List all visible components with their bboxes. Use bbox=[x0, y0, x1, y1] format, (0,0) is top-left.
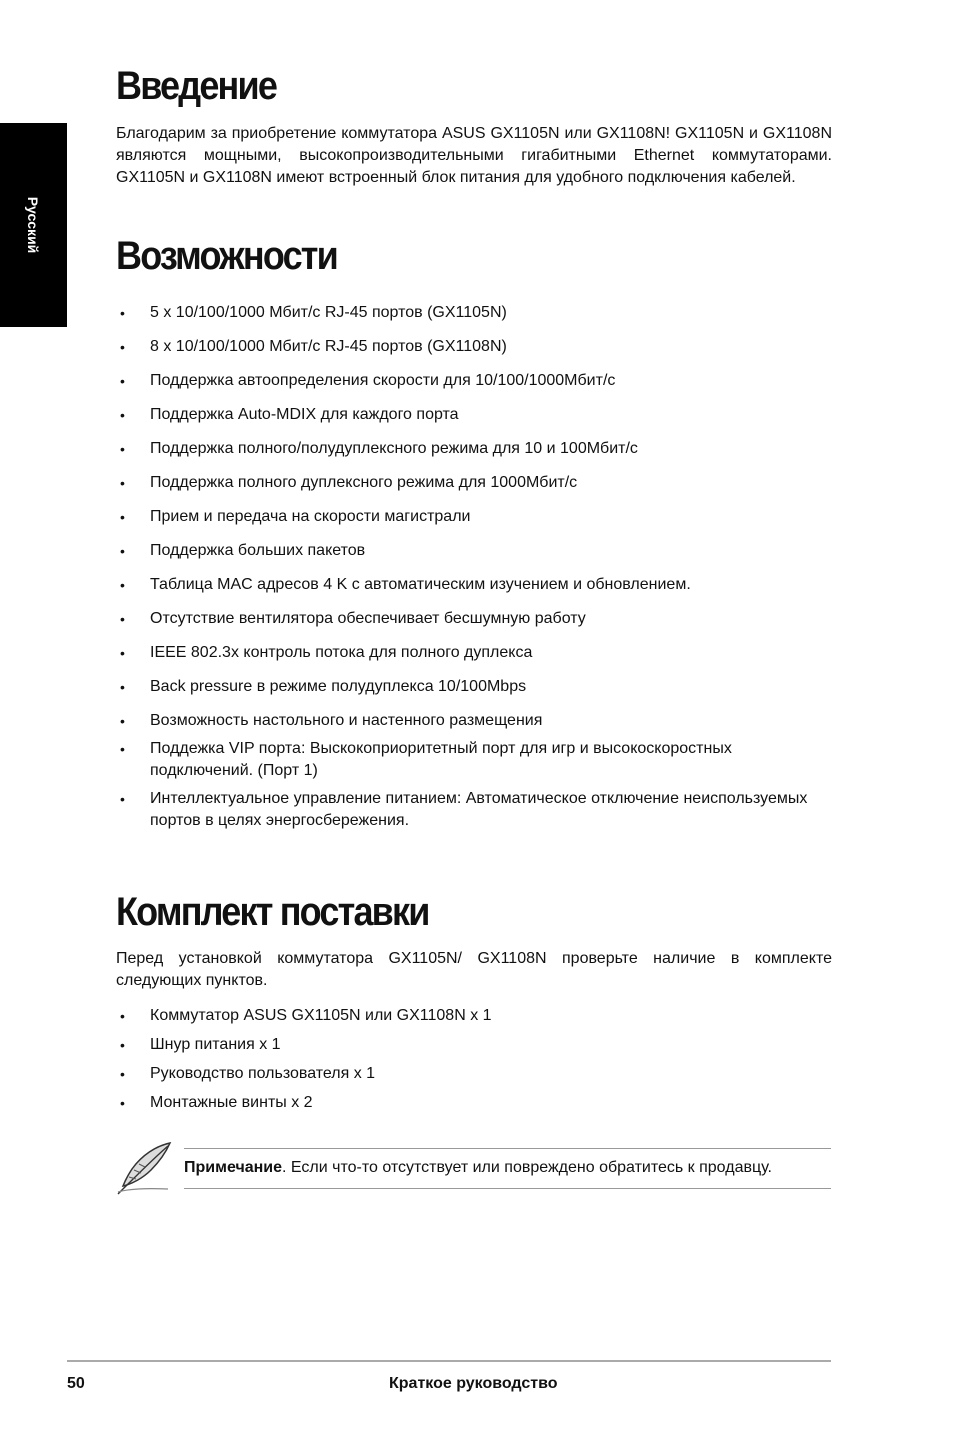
list-item: • Интеллектуальное управление питанием: Автоматическое отключение неиспользуемых портов в целях энергосбережения. bbox=[116, 788, 832, 832]
list-item: • 5 x 10/100/1000 Мбит/с RJ-45 портов (GX1105N) bbox=[116, 302, 832, 324]
list-item: • Back pressure в режиме полудуплекса 10/100Mbps bbox=[116, 676, 832, 698]
list-item: • Поддержка полного/полудуплексного режима для 10 и 100Мбит/с bbox=[116, 438, 832, 460]
list-item: • Поддежка VIP порта: Выскокоприоритетный порт для игр и высокоскоростных подключений. (Порт 1) bbox=[116, 738, 832, 782]
list-item: • Руководство пользователя x 1 bbox=[116, 1063, 832, 1085]
language-tab-label: Русский bbox=[25, 196, 41, 254]
package-paragraph: Перед установкой коммутатора GX1105N/ GX1108N проверьте наличие в комплекте следующих пунктов. bbox=[116, 950, 832, 989]
list-item: • Коммутатор ASUS GX1105N или GX1108N x 1 bbox=[116, 1005, 832, 1027]
list-item: • Монтажные винты x 2 bbox=[116, 1092, 832, 1114]
footer-divider bbox=[67, 1360, 831, 1362]
package-list bbox=[116, 1005, 832, 1121]
footer-title: Краткое руководство bbox=[389, 1375, 558, 1392]
list-item: • 8 x 10/100/1000 Мбит/с RJ-45 портов (GX1108N) bbox=[116, 336, 832, 358]
note-label: Примечание bbox=[184, 1159, 283, 1176]
features-list bbox=[116, 302, 832, 844]
page-number: 50 bbox=[67, 1375, 85, 1392]
note-text bbox=[184, 1157, 772, 1179]
list-item: • Возможность настольного и настенного размещения bbox=[116, 710, 832, 732]
list-item: • Отсутствие вентилятора обеспечивает бесшумную работу bbox=[116, 608, 832, 630]
list-item: • Прием и передача на скорости магистрали bbox=[116, 506, 832, 528]
note-message: . Если что-то отсутствует или повреждено обратитесь к продавцу. bbox=[282, 1159, 772, 1176]
list-item: • Поддержка полного дуплексного режима для 1000Мбит/с bbox=[116, 472, 832, 494]
list-item: • Поддержка автоопределения скорости для 10/100/1000Мбит/с bbox=[116, 370, 832, 392]
list-item: • IEEE 802.3x контроль потока для полного дуплекса bbox=[116, 642, 832, 664]
package-heading: Комплект поставки bbox=[116, 890, 429, 934]
list-item: • Таблица MAC адресов 4 K с автоматическим изучением и обновлением. bbox=[116, 574, 832, 596]
feather-pen-icon bbox=[112, 1140, 174, 1196]
intro-heading: Введение bbox=[116, 64, 277, 108]
intro-paragraph: Благодарим за приобретение коммутатора ASUS GX1105N или GX1108N! GX1105N и GX1108N являются мощными, высокопроизводительными гигабитными Ethernet коммутаторами. GX1105N и GX1108N имеют встроенный блок питания для удобного подключения кабелей. bbox=[116, 125, 832, 186]
features-heading: Возможности bbox=[116, 234, 337, 278]
list-item: • Поддержка Auto-MDIX для каждого порта bbox=[116, 404, 832, 426]
list-item: • Поддержка больших пакетов bbox=[116, 540, 832, 562]
note-box bbox=[184, 1148, 831, 1189]
list-item: • Шнур питания x 1 bbox=[116, 1034, 832, 1056]
